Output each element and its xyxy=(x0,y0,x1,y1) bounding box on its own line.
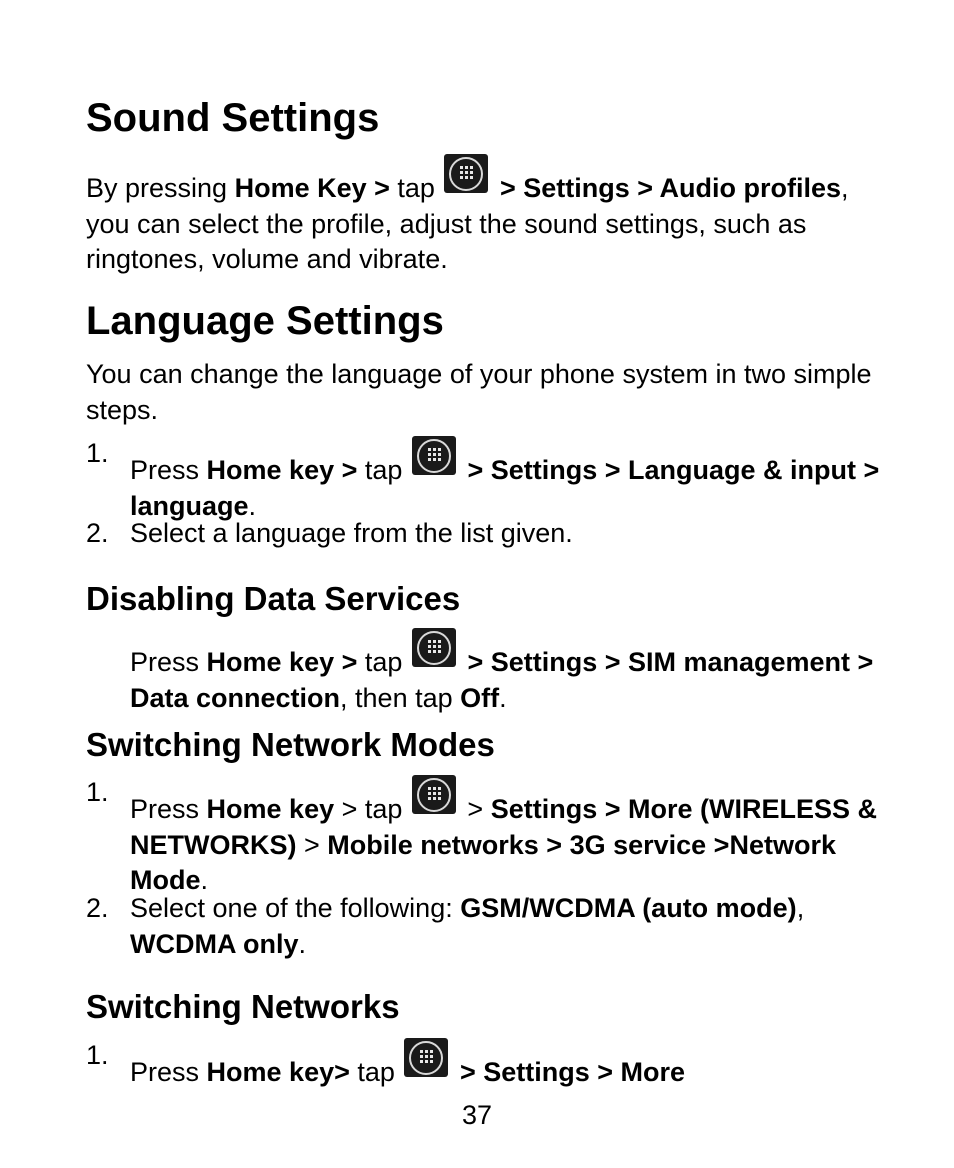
sound-settings-paragraph: By pressing Home Key > tap > Settings > Audio profiles, you can select the profile, adjust the sound settings, such as ringtones, volume and vibrate. xyxy=(86,154,896,278)
network-modes-step-2: 2. Select one of the following: GSM/WCDMA (auto mode), WCDMA only. xyxy=(86,893,805,959)
network-modes-step-1: 1. Press Home key > tap > Settings > More (WIRELESS & NETWORKS) > Mobile networks > 3G service >Network Mode. xyxy=(86,777,877,895)
data-services-paragraph: Press Home key > tap > Settings > SIM management > Data connection, then tap Off. xyxy=(86,628,896,716)
data-services-heading: Disabling Data Services xyxy=(86,580,461,617)
networks-heading: Switching Networks xyxy=(86,988,400,1025)
step-number: 2. xyxy=(86,518,109,548)
language-intro: You can change the language of your phone system in two simple steps. xyxy=(86,359,872,425)
app-drawer-icon xyxy=(444,154,488,193)
network-modes-heading: Switching Network Modes xyxy=(86,726,495,763)
language-step-1: 1. Press Home key > tap > Settings > Language & input > language. xyxy=(86,438,880,521)
sound-settings-heading: Sound Settings xyxy=(86,96,380,140)
step-number: 2. xyxy=(86,893,109,923)
app-drawer-icon xyxy=(412,436,456,475)
language-step-2: 2. Select a language from the list given. xyxy=(86,516,896,552)
networks-step-1: 1. Press Home key> tap > Settings > More xyxy=(86,1040,685,1087)
page-number: 37 xyxy=(461,1100,493,1130)
step-number: 1. xyxy=(86,777,109,807)
language-settings-heading: Language Settings xyxy=(86,299,444,343)
app-drawer-icon xyxy=(412,628,456,667)
step-number: 1. xyxy=(86,1040,109,1070)
app-drawer-icon xyxy=(404,1038,448,1077)
app-drawer-icon xyxy=(412,775,456,814)
step-number: 1. xyxy=(86,438,109,468)
